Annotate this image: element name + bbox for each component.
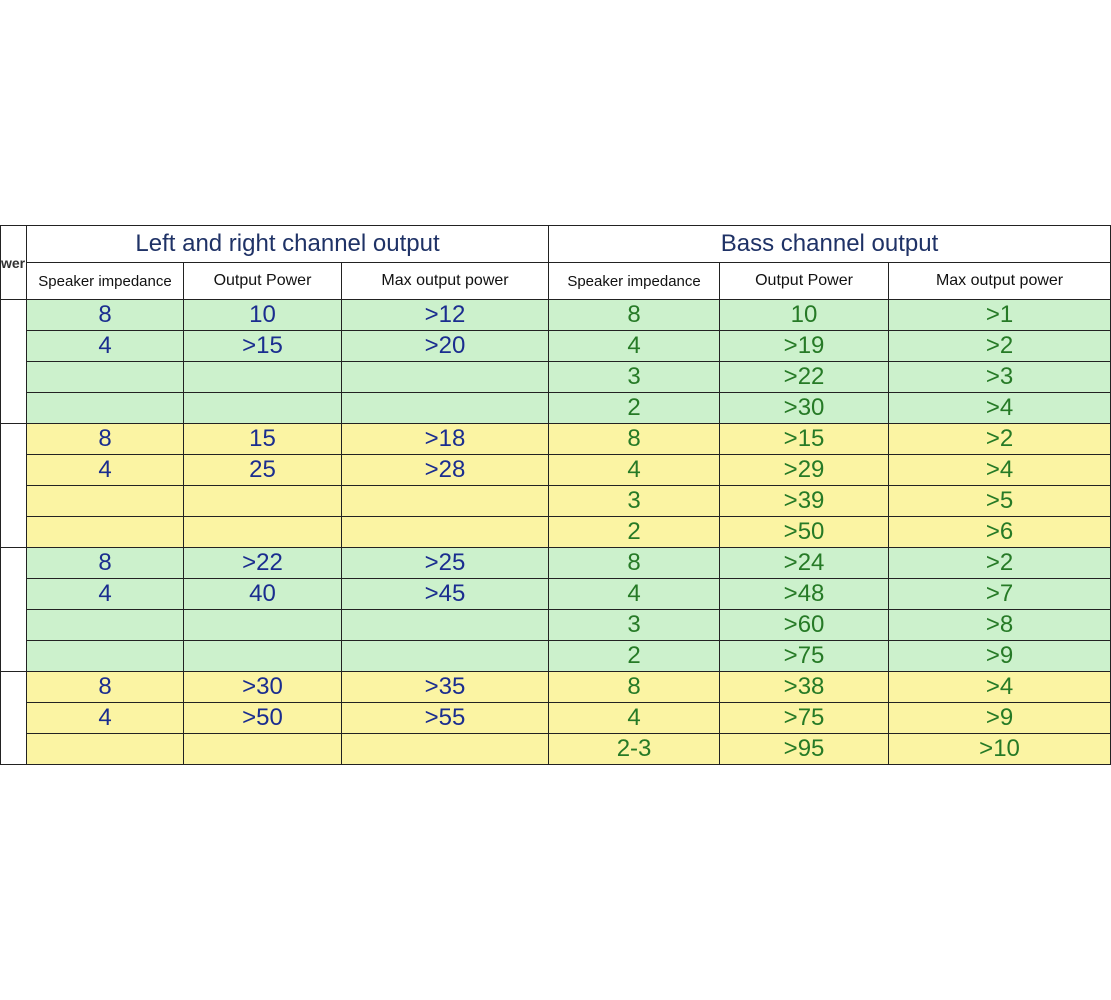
bass-output-power-cell: >24: [720, 548, 889, 579]
lr-speaker-impedance-cell: 4: [27, 703, 184, 734]
lr-output-power-cell: [184, 517, 342, 548]
bass-max-output-power-cell: >2: [889, 548, 1111, 579]
lr-max-output-power-cell: [342, 641, 549, 672]
table-row: [1, 486, 1111, 517]
lr-max-output-power-cell: >25: [342, 548, 549, 579]
bass-max-output-power-cell: >2: [889, 424, 1111, 455]
bass-output-power-cell: >15: [720, 424, 889, 455]
bass-max-output-power-cell: >1: [889, 300, 1111, 331]
lr-max-output-power-cell: >20: [342, 331, 549, 362]
lr-max-output-power-cell: >35: [342, 672, 549, 703]
lr-speaker-impedance-cell: 4: [27, 455, 184, 486]
lr-speaker-impedance-cell: 8: [27, 548, 184, 579]
lr-speaker-impedance-cell: [27, 641, 184, 672]
lr-output-power-cell: >15: [184, 331, 342, 362]
bass-max-output-power-cell: >4: [889, 455, 1111, 486]
bass-output-power-cell: >75: [720, 641, 889, 672]
table-row: [1, 362, 1111, 393]
bass-output-power-cell: >22: [720, 362, 889, 393]
lr-output-power-cell: >50: [184, 703, 342, 734]
table-row: [1, 331, 1111, 362]
table-row: [1, 393, 1111, 424]
lr-speaker-impedance-cell: [27, 610, 184, 641]
bass-max-output-power-cell: >9: [889, 703, 1111, 734]
lr-output-power-cell: [184, 734, 342, 765]
bass-max-output-power-cell: >7: [889, 579, 1111, 610]
lr-max-output-power-cell: [342, 517, 549, 548]
lr-max-output-power-cell: >18: [342, 424, 549, 455]
lr-output-power-cell: >22: [184, 548, 342, 579]
lr-speaker-impedance-cell: [27, 734, 184, 765]
bass-max-output-power-header: Max output power: [889, 263, 1111, 300]
table-row: [1, 641, 1111, 672]
table-row: [1, 517, 1111, 548]
lr-output-power-cell: [184, 486, 342, 517]
bass-speaker-impedance-header: Speaker impedance: [549, 263, 720, 300]
bass-speaker-impedance-cell: 4: [549, 331, 720, 362]
lr-output-power-cell: [184, 641, 342, 672]
output-power-spec-table: [0, 225, 1111, 765]
bass-speaker-impedance-cell: 8: [549, 548, 720, 579]
table-row: [1, 300, 1111, 331]
lr-speaker-impedance-cell: 4: [27, 331, 184, 362]
bass-output-power-cell: >30: [720, 393, 889, 424]
bass-max-output-power-cell: >4: [889, 393, 1111, 424]
bass-speaker-impedance-cell: 3: [549, 362, 720, 393]
lr-output-power-cell: 40: [184, 579, 342, 610]
lr-speaker-impedance-cell: 4: [27, 579, 184, 610]
table-row: [1, 455, 1111, 486]
bass-output-power-cell: >75: [720, 703, 889, 734]
lr-output-power-cell: 10: [184, 300, 342, 331]
bass-speaker-impedance-cell: 4: [549, 455, 720, 486]
lr-output-power-cell: >30: [184, 672, 342, 703]
bass-max-output-power-cell: >3: [889, 362, 1111, 393]
table-row: [1, 610, 1111, 641]
bass-output-power-header: Output Power: [720, 263, 889, 300]
lr-output-power-cell: 25: [184, 455, 342, 486]
supply-power-group-cell: [1, 548, 27, 672]
bass-max-output-power-cell: >2: [889, 331, 1111, 362]
bass-max-output-power-cell: >6: [889, 517, 1111, 548]
bass-speaker-impedance-cell: 8: [549, 300, 720, 331]
bass-max-output-power-cell: >8: [889, 610, 1111, 641]
supply-power-group-cell: [1, 424, 27, 548]
spec-table-body: [1, 300, 1111, 765]
supply-power-group-cell: [1, 300, 27, 424]
table-row: [1, 703, 1111, 734]
lr-output-power-cell: 15: [184, 424, 342, 455]
bass-output-power-cell: >50: [720, 517, 889, 548]
lr-max-output-power-cell: [342, 610, 549, 641]
lr-max-output-power-cell: >55: [342, 703, 549, 734]
lr-speaker-impedance-cell: 8: [27, 424, 184, 455]
lr-output-power-header: Output Power: [184, 263, 342, 300]
table-row: [1, 734, 1111, 765]
bass-output-power-cell: >48: [720, 579, 889, 610]
lr-max-output-power-cell: [342, 393, 549, 424]
lr-max-output-power-cell: >45: [342, 579, 549, 610]
lr-output-power-cell: [184, 393, 342, 424]
bass-output-power-cell: >39: [720, 486, 889, 517]
lr-max-output-power-cell: [342, 486, 549, 517]
lr-speaker-impedance-cell: [27, 486, 184, 517]
lr-max-output-power-header: Max output power: [342, 263, 549, 300]
bass-max-output-power-cell: >5: [889, 486, 1111, 517]
supply-power-header-fragment: wer: [1, 226, 27, 300]
bass-output-power-cell: >19: [720, 331, 889, 362]
bass-speaker-impedance-cell: 4: [549, 579, 720, 610]
lr-speaker-impedance-header: Speaker impedance: [27, 263, 184, 300]
bass-channel-header: Bass channel output: [549, 226, 1111, 263]
lr-speaker-impedance-cell: [27, 393, 184, 424]
bass-speaker-impedance-cell: 3: [549, 610, 720, 641]
bass-speaker-impedance-cell: 2: [549, 393, 720, 424]
bass-speaker-impedance-cell: 2-3: [549, 734, 720, 765]
bass-speaker-impedance-cell: 4: [549, 703, 720, 734]
bass-speaker-impedance-cell: 8: [549, 672, 720, 703]
supply-power-group-cell: [1, 672, 27, 765]
table-row: [1, 424, 1111, 455]
bass-max-output-power-cell: >9: [889, 641, 1111, 672]
bass-speaker-impedance-cell: 8: [549, 424, 720, 455]
lr-max-output-power-cell: [342, 362, 549, 393]
lr-max-output-power-cell: >12: [342, 300, 549, 331]
left-right-channel-header: Left and right channel output: [27, 226, 549, 263]
bass-speaker-impedance-cell: 2: [549, 517, 720, 548]
table-row: [1, 548, 1111, 579]
lr-output-power-cell: [184, 362, 342, 393]
bass-max-output-power-cell: >10: [889, 734, 1111, 765]
lr-max-output-power-cell: [342, 734, 549, 765]
lr-max-output-power-cell: >28: [342, 455, 549, 486]
bass-speaker-impedance-cell: 3: [549, 486, 720, 517]
bass-output-power-cell: >60: [720, 610, 889, 641]
lr-speaker-impedance-cell: [27, 517, 184, 548]
bass-output-power-cell: >38: [720, 672, 889, 703]
bass-output-power-cell: 10: [720, 300, 889, 331]
spec-table-viewport: [0, 225, 1064, 778]
table-row: [1, 579, 1111, 610]
lr-speaker-impedance-cell: [27, 362, 184, 393]
bass-max-output-power-cell: >4: [889, 672, 1111, 703]
lr-speaker-impedance-cell: 8: [27, 300, 184, 331]
bass-output-power-cell: >95: [720, 734, 889, 765]
bass-output-power-cell: >29: [720, 455, 889, 486]
table-row: [1, 672, 1111, 703]
lr-speaker-impedance-cell: 8: [27, 672, 184, 703]
lr-output-power-cell: [184, 610, 342, 641]
bass-speaker-impedance-cell: 2: [549, 641, 720, 672]
